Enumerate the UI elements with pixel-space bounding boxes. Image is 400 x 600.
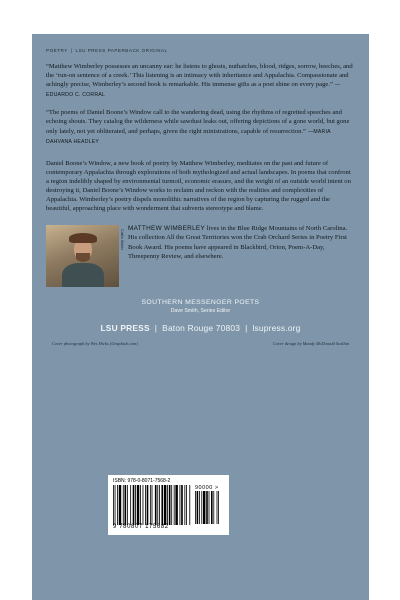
- cover-header: [46, 48, 355, 53]
- barcode-bar: [181, 485, 183, 525]
- barcode-bar: [130, 485, 131, 525]
- barcode-bar: [159, 485, 160, 525]
- author-photo: [46, 225, 119, 287]
- blurb-text: “Matthew Wimberley possesses an uncanny ear: he listens to ghosts, nuthatches, blood, ridges, sorrow, beeches, and the ‘run-on sentence of a creek.’ This listening is an intimacy with inheritance and Appalachia. Compassionate and achingly precise, Wimberley’s second book is remarkable. His immense gifts as a poet shine on every page.”: [46, 63, 353, 89]
- author-bio-text: lives in the Blue Ridge Mountains of North Carolina. His collection All the Great Territories won the Crab Orchard Series in Poetry First Book Award. His poems have appeared in Blackbird, Orion, Poem-A-Day, Threepenny Review, and elsewhere.: [128, 225, 348, 260]
- series-name: SOUTHERN MESSENGER POETS: [141, 299, 260, 307]
- barcode-bar: [135, 485, 136, 525]
- barcode-bar: [217, 491, 218, 524]
- barcode-bar: [189, 485, 190, 525]
- barcode-bar: [115, 485, 116, 525]
- series-editor: Dave Smith, Series Editor: [170, 308, 231, 315]
- barcode-bar: [195, 491, 196, 524]
- barcode-bar: [174, 485, 175, 525]
- barcode-bar: [186, 485, 187, 525]
- barcode-bar: [197, 491, 199, 524]
- blurb-corral: [46, 62, 355, 100]
- barcode-bar: [206, 491, 208, 524]
- header-separator: |: [70, 48, 73, 53]
- barcode-bar: [140, 485, 141, 525]
- barcode-bar: [123, 485, 124, 525]
- author-photo-beard: [76, 253, 90, 262]
- barcode-bar: [201, 491, 202, 524]
- barcode-bar: [203, 491, 205, 524]
- barcode-bar: [119, 485, 121, 525]
- blurb-attribution: —MARIA DAHVANA HEADLEY: [46, 128, 331, 145]
- series-block: [46, 299, 355, 314]
- barcode-bar: [161, 485, 163, 525]
- photo-credit-column: [119, 225, 126, 287]
- series-label: LSU PRESS PAPERBACK ORIGINAL: [75, 48, 168, 53]
- publisher-name: LSU PRESS: [100, 323, 150, 334]
- barcode-bar: [213, 491, 214, 524]
- barcode-bar: [184, 485, 185, 525]
- author-photo-hat: [69, 233, 97, 243]
- blurb-headley: [46, 108, 355, 146]
- barcode-bar: [171, 485, 172, 525]
- author-bio: [128, 224, 355, 287]
- barcode-bar: [133, 485, 135, 525]
- publisher-url[interactable]: lsupress.org: [252, 323, 301, 334]
- barcode-bar: [145, 485, 146, 525]
- author-photo-shoulders: [62, 263, 104, 287]
- barcode-bar: [164, 485, 166, 525]
- barcode-bar: [143, 485, 144, 525]
- barcode-bar: [147, 485, 149, 525]
- barcode-bar: [155, 485, 157, 525]
- publisher-separator: |: [154, 323, 158, 334]
- barcode-bar: [218, 491, 219, 524]
- publisher-city: Baton Rouge 70803: [162, 323, 241, 334]
- barcode-bar: [157, 485, 158, 525]
- barcode-bar: [209, 491, 210, 524]
- genre-label: POETRY: [46, 48, 68, 53]
- barcode-bar: [152, 485, 153, 525]
- publisher-separator: |: [245, 323, 248, 334]
- barcode-addon: [195, 485, 219, 524]
- barcode-bar: [124, 485, 126, 525]
- isbn-text: ISBN: 978-0-8071-7568-2: [113, 478, 171, 484]
- barcode-row: [113, 485, 224, 525]
- book-description: Daniel Boone’s Window, a new book of poetry by Matthew Wimberley, meditates on the past and future of contemporary Appalachia through explorations of both mythologized and actual landscapes. In poems that confront a region indelibly shaped by environmental turmoil, economic erasure, and the weight of an outside world intent on destroying it, Daniel Boone’s Window works to reclaim and reckon with the realities and complexities of Appalachia. Wimberley’s poetry dispels monolithic narratives of the region by capturing the rugged and the beautiful, approaching place with wonderment that subverts stereotype and blame.: [46, 159, 351, 213]
- barcode-bar: [150, 485, 151, 525]
- barcode-bar: [113, 485, 114, 525]
- barcode-bar: [169, 485, 171, 525]
- barcode-digits: 9 780807 175682: [113, 524, 169, 530]
- barcode-addon-graphic: [195, 491, 219, 524]
- photo-credit: Caitlin Waller: [120, 229, 124, 251]
- barcode-panel: [108, 475, 229, 535]
- barcode-bar: [199, 491, 200, 524]
- author-name: MATTHEW WIMBERLEY: [128, 225, 206, 233]
- barcode-bar: [175, 485, 177, 525]
- barcode-bar: [167, 485, 168, 525]
- barcode-bar: [117, 485, 118, 525]
- barcode-bar: [127, 485, 128, 525]
- barcode-bar: [137, 485, 139, 525]
- barcode-graphic: [113, 485, 191, 525]
- publisher-line: [46, 323, 355, 333]
- barcode-bar: [180, 485, 181, 525]
- cover-design-credit: Cover design by Mandy McDonald Scallan: [273, 341, 349, 347]
- barcode-addon-number: 90000 >: [195, 485, 219, 491]
- blurb-attribution: —EDUARDO C. CORRAL: [46, 82, 341, 99]
- blurb-text: “The poems of Daniel Boone’s Window call to the wandering dead, using the rhythms of regretted speeches and echoing shouts. They catalog the wilderness while sawdust leaks out, offering depictions of a gone world, but gone only lately, not yet obliterated, and perhaps, given the right ministrations, capable of resurrection.”: [46, 109, 350, 135]
- cover-photo-credit: Cover photograph by Wes Hicks (Unsplash.com): [52, 341, 138, 347]
- cover-credits: [46, 341, 355, 346]
- barcode-bar: [211, 491, 213, 524]
- author-bio-section: [46, 225, 355, 287]
